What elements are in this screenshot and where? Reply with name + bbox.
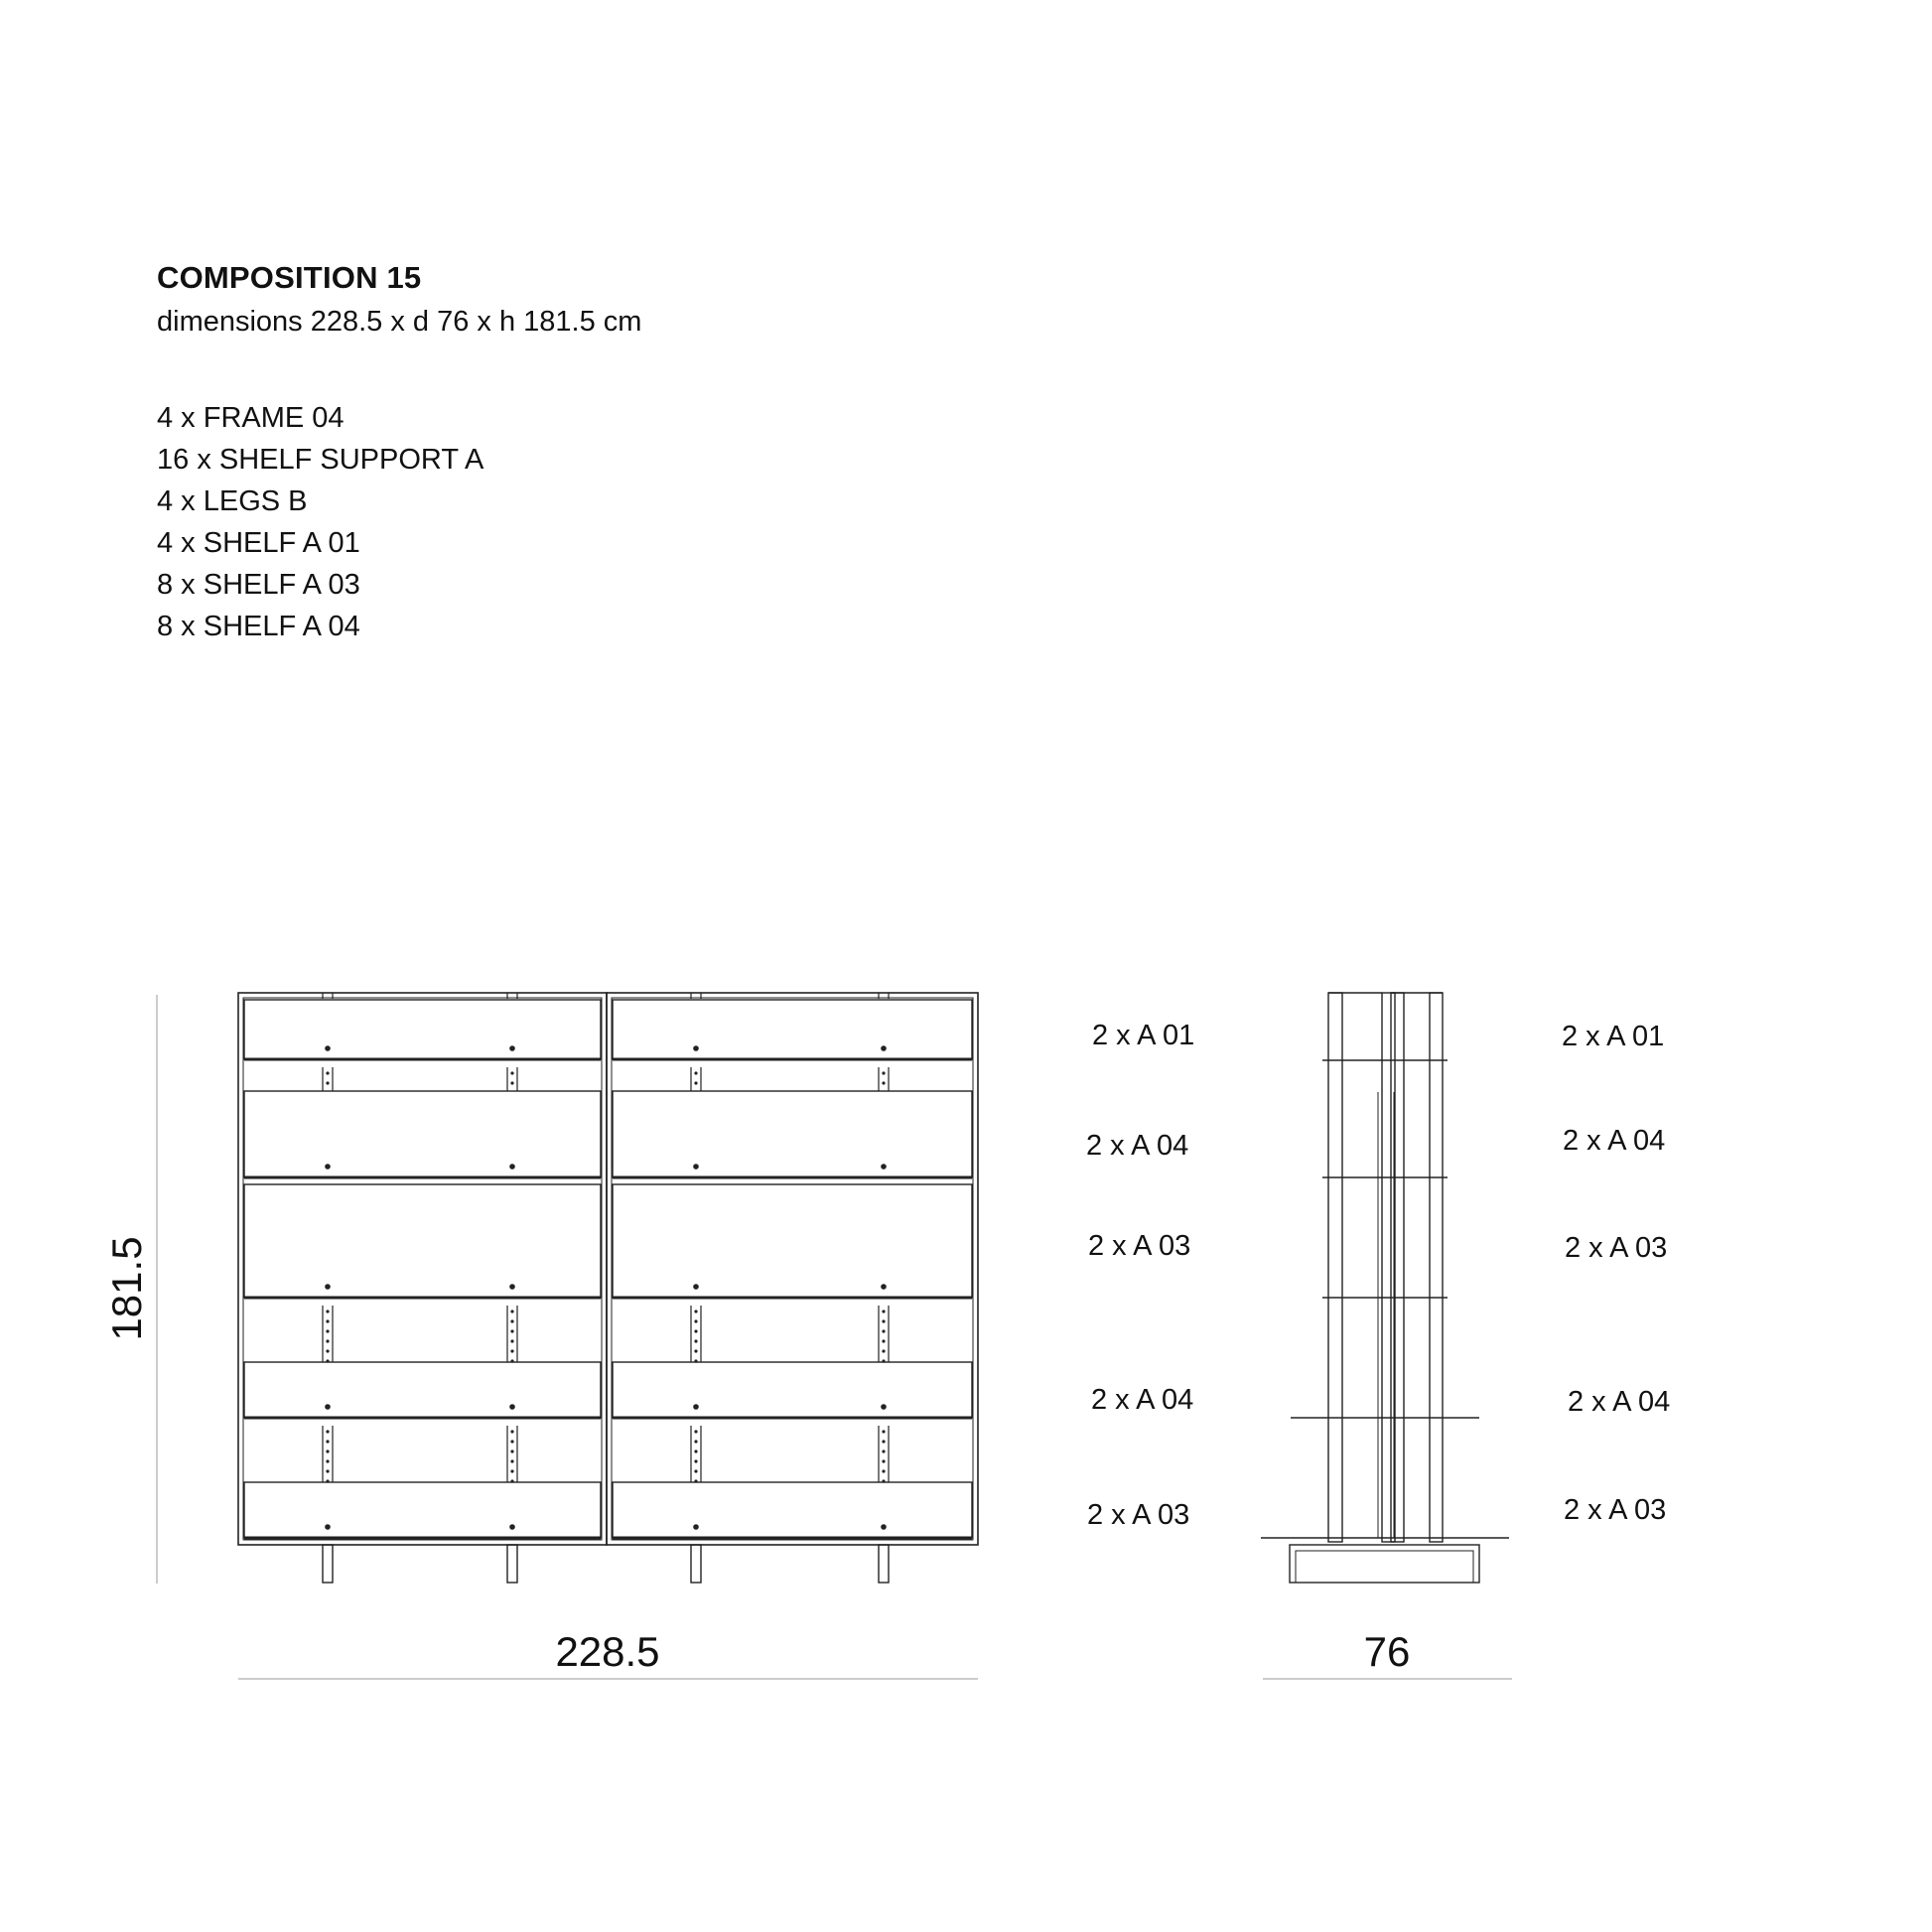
support-hole-dot	[882, 1081, 885, 1084]
support-hole-dot	[882, 1449, 885, 1452]
width-dimension-label: 228.5	[555, 1628, 660, 1675]
support-hole-dot	[510, 1329, 513, 1332]
parts-list-item: 4 x LEGS B	[157, 485, 308, 517]
leg	[691, 1545, 701, 1583]
support-hole-dot	[510, 1449, 513, 1452]
shelf-panel	[244, 1000, 601, 1059]
side-shelf-label: 2 x A 04	[1563, 1125, 1666, 1157]
support-hole-dot	[510, 1310, 513, 1312]
support-hole-dot	[882, 1359, 885, 1362]
shelf-pin-dot	[881, 1524, 887, 1530]
side-view-drawing	[1261, 993, 1509, 1583]
shelf-pin-dot	[693, 1045, 699, 1051]
shelf-pin-dot	[325, 1404, 331, 1410]
shelf-pin-dot	[693, 1404, 699, 1410]
depth-dimension-label: 76	[1363, 1628, 1411, 1675]
parts-list-item: 4 x FRAME 04	[157, 402, 345, 434]
side-shelf-label: 2 x A 04	[1568, 1386, 1671, 1418]
support-hole-dot	[326, 1071, 329, 1074]
shelf-panel	[613, 1000, 972, 1059]
support-hole-dot	[326, 1459, 329, 1462]
support-hole-dot	[694, 1479, 697, 1482]
shelf-pin-dot	[509, 1284, 515, 1290]
shelf-panel	[613, 1482, 972, 1538]
support-hole-dot	[326, 1469, 329, 1472]
support-hole-dot	[882, 1349, 885, 1352]
support-hole-dot	[882, 1329, 885, 1332]
shelf-pin-dot	[325, 1164, 331, 1170]
frame-inner-outline	[612, 998, 973, 1540]
shelf-pin-dot	[509, 1524, 515, 1530]
support-hole-dot	[326, 1359, 329, 1362]
frame-outline	[238, 993, 607, 1545]
leg-base-inner	[1296, 1551, 1473, 1583]
support-hole-dot	[326, 1319, 329, 1322]
support-hole-dot	[882, 1459, 885, 1462]
shelf-panel	[613, 1362, 972, 1418]
shelf-panel	[244, 1362, 601, 1418]
front-shelf-label: 2 x A 03	[1087, 1499, 1190, 1531]
support-hole-dot	[694, 1430, 697, 1433]
shelf-pin-dot	[325, 1524, 331, 1530]
support-hole-dot	[694, 1081, 697, 1084]
support-hole-dot	[882, 1440, 885, 1443]
support-hole-dot	[694, 1469, 697, 1472]
support-hole-dot	[510, 1459, 513, 1462]
shelf-pin-dot	[509, 1164, 515, 1170]
front-shelf-label: 2 x A 01	[1092, 1020, 1195, 1051]
support-hole-dot	[882, 1479, 885, 1482]
height-dimension-label: 181.5	[103, 1236, 150, 1341]
frame-outline	[607, 993, 978, 1545]
upright-post	[1391, 993, 1404, 1542]
parts-list-item: 4 x SHELF A 01	[157, 527, 360, 559]
support-hole-dot	[326, 1081, 329, 1084]
support-hole-dot	[694, 1459, 697, 1462]
support-hole-dot	[510, 1479, 513, 1482]
support-hole-dot	[510, 1081, 513, 1084]
support-hole-dot	[326, 1329, 329, 1332]
dimensions-subtitle: dimensions 228.5 x d 76 x h 181.5 cm	[157, 306, 642, 338]
support-hole-dot	[326, 1449, 329, 1452]
upright-post	[1430, 993, 1443, 1542]
leg	[879, 1545, 889, 1583]
support-hole-dot	[326, 1310, 329, 1312]
support-hole-dot	[694, 1349, 697, 1352]
support-hole-dot	[694, 1359, 697, 1362]
support-hole-dot	[882, 1469, 885, 1472]
support-hole-dot	[510, 1071, 513, 1074]
support-hole-dot	[694, 1440, 697, 1443]
support-hole-dot	[326, 1479, 329, 1482]
support-hole-dot	[694, 1319, 697, 1322]
support-hole-dot	[694, 1329, 697, 1332]
upright-post	[1382, 993, 1395, 1542]
support-hole-dot	[882, 1310, 885, 1312]
support-hole-dot	[882, 1319, 885, 1322]
shelf-panel	[613, 1091, 972, 1177]
support-hole-dot	[510, 1430, 513, 1433]
upright-post	[1328, 993, 1342, 1542]
front-shelf-label: 2 x A 03	[1088, 1230, 1191, 1262]
support-hole-dot	[882, 1071, 885, 1074]
support-hole-dot	[510, 1440, 513, 1443]
support-hole-dot	[326, 1440, 329, 1443]
front-shelf-label: 2 x A 04	[1086, 1130, 1189, 1162]
support-hole-dot	[326, 1430, 329, 1433]
shelf-pin-dot	[881, 1284, 887, 1290]
support-hole-dot	[694, 1071, 697, 1074]
shelf-panel	[613, 1184, 972, 1298]
support-hole-dot	[510, 1339, 513, 1342]
front-view-drawing	[238, 993, 978, 1583]
support-hole-dot	[510, 1469, 513, 1472]
shelf-panel	[244, 1091, 601, 1177]
parts-list-item: 16 x SHELF SUPPORT A	[157, 444, 484, 476]
shelf-pin-dot	[693, 1284, 699, 1290]
shelf-pin-dot	[881, 1045, 887, 1051]
support-hole-dot	[326, 1349, 329, 1352]
shelf-pin-dot	[325, 1045, 331, 1051]
support-hole-dot	[326, 1339, 329, 1342]
parts-list-item: 8 x SHELF A 04	[157, 611, 360, 642]
shelf-pin-dot	[509, 1404, 515, 1410]
shelf-pin-dot	[509, 1045, 515, 1051]
support-hole-dot	[510, 1359, 513, 1362]
support-hole-dot	[694, 1339, 697, 1342]
leg	[323, 1545, 333, 1583]
frame-inner-outline	[243, 998, 602, 1540]
support-hole-dot	[694, 1310, 697, 1312]
support-hole-dot	[510, 1349, 513, 1352]
shelf-pin-dot	[693, 1524, 699, 1530]
support-hole-dot	[882, 1339, 885, 1342]
shelf-panel	[244, 1482, 601, 1538]
leg	[507, 1545, 517, 1583]
parts-list-item: 8 x SHELF A 03	[157, 569, 360, 601]
support-hole-dot	[694, 1449, 697, 1452]
shelf-pin-dot	[693, 1164, 699, 1170]
support-hole-dot	[882, 1430, 885, 1433]
side-shelf-label: 2 x A 03	[1564, 1494, 1667, 1526]
side-shelf-label: 2 x A 01	[1562, 1021, 1665, 1052]
shelf-panel	[244, 1184, 601, 1298]
support-hole-dot	[510, 1319, 513, 1322]
shelf-pin-dot	[325, 1284, 331, 1290]
shelf-pin-dot	[881, 1404, 887, 1410]
composition-title: COMPOSITION 15	[157, 260, 422, 295]
side-shelf-label: 2 x A 03	[1565, 1232, 1668, 1264]
shelf-pin-dot	[881, 1164, 887, 1170]
front-shelf-label: 2 x A 04	[1091, 1384, 1194, 1416]
